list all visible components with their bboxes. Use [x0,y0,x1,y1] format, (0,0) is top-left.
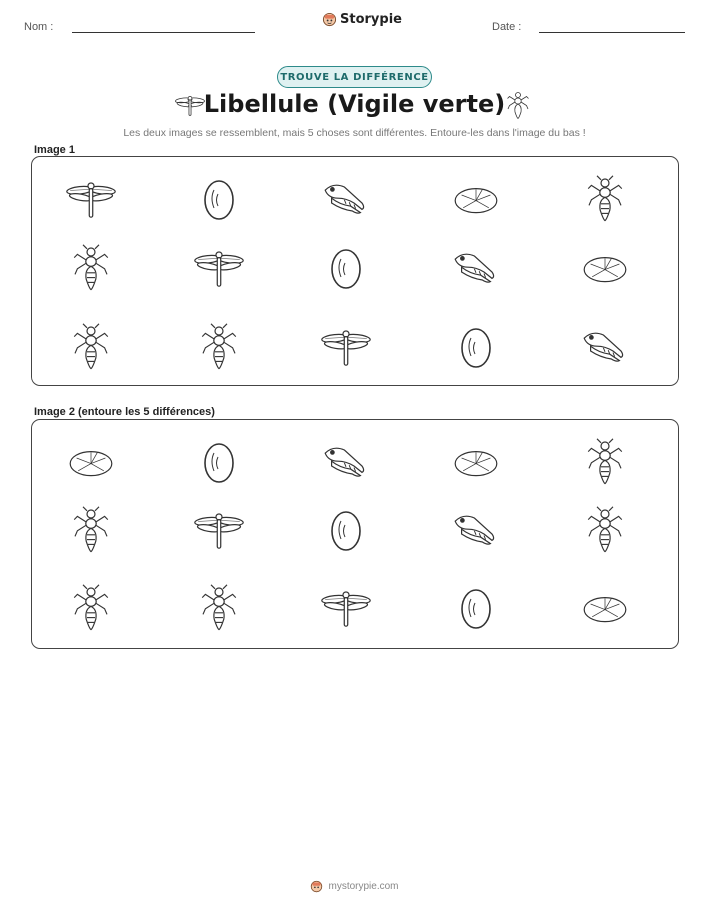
nymph-icon[interactable] [65,504,117,556]
dragonfly-icon [65,173,117,225]
egg-icon[interactable] [193,436,245,488]
lilypad-icon[interactable] [450,436,502,488]
dragonfly-icon[interactable] [320,582,372,634]
nymph-icon[interactable] [65,582,117,634]
page-title: Libellule (Vigile verte) [203,90,506,118]
name-label: Nom : [24,21,54,33]
image2-label: Image 2 (entoure les 5 différences) [34,406,215,418]
storypie-mascot-icon [322,12,337,27]
lilypad-icon [450,173,502,225]
brand-logo [322,12,402,27]
date-label: Date : [492,21,522,33]
dragonfly-icon [193,242,245,294]
title-nymph-icon [505,90,531,120]
lilypad-icon[interactable] [65,436,117,488]
name-field[interactable] [72,32,255,33]
claw-icon [450,242,502,294]
claw-icon[interactable] [450,504,502,556]
egg-icon[interactable] [320,504,372,556]
claw-icon[interactable] [320,436,372,488]
storypie-mascot-icon [310,880,323,893]
brand-name: Storypie [340,12,402,27]
egg-icon [320,242,372,294]
footer-url: mystorypie.com [328,881,399,892]
lilypad-icon[interactable] [579,582,631,634]
dragonfly-icon [320,321,372,373]
nymph-icon [579,173,631,225]
lilypad-icon [579,242,631,294]
claw-icon [579,321,631,373]
egg-icon [193,173,245,225]
egg-icon[interactable] [450,582,502,634]
nymph-icon[interactable] [579,504,631,556]
instructions: Les deux images se ressemblent, mais 5 choses sont différentes. Entoure-les dans l'image du bas ! [123,127,586,139]
dragonfly-icon[interactable] [193,504,245,556]
nymph-icon [65,242,117,294]
footer [0,880,709,893]
nymph-icon[interactable] [193,582,245,634]
date-field[interactable] [539,32,685,33]
nymph-icon [193,321,245,373]
activity-badge: TROUVE LA DIFFÉRENCE [277,66,432,88]
nymph-icon [65,321,117,373]
egg-icon [450,321,502,373]
claw-icon [320,173,372,225]
image1-label: Image 1 [34,144,75,156]
nymph-icon[interactable] [579,436,631,488]
